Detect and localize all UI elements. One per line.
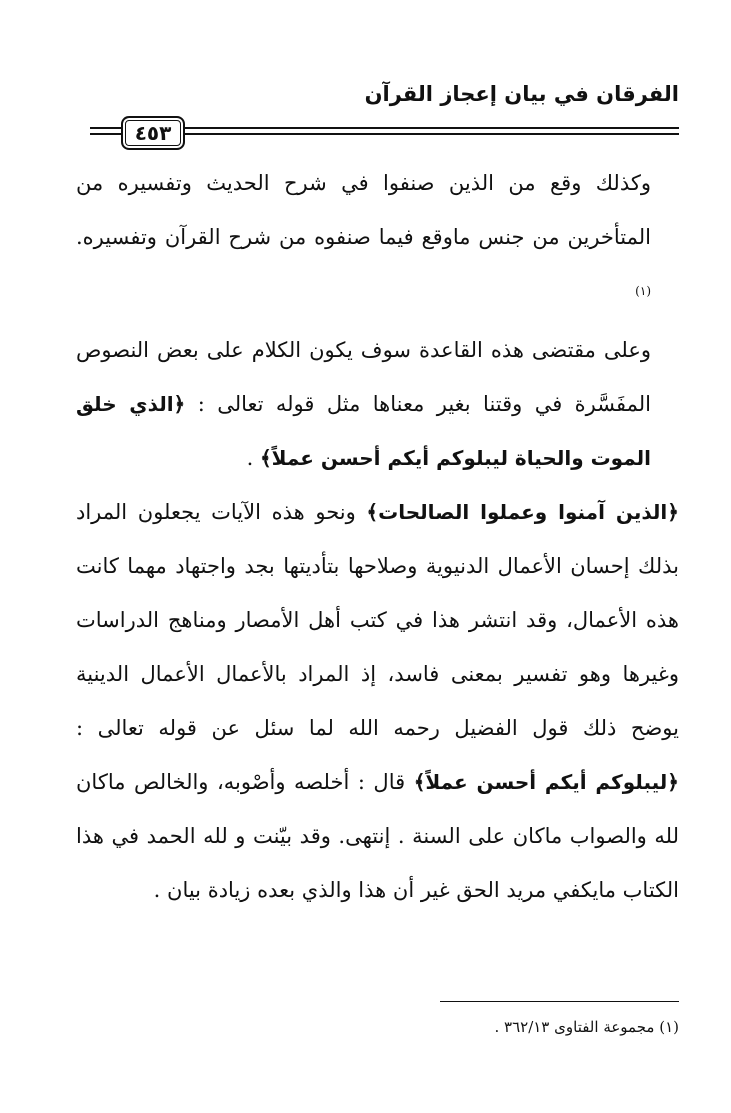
paragraph-2-end: . [246,446,254,470]
header-rule-left [90,127,123,129]
running-head-title: الفرقان في بيان إعجاز القرآن [364,82,679,106]
main-text [76,156,679,917]
quran-quote-3: ﴿ليبلوكم أيكم أحسن عملاً﴾ [413,770,679,794]
header-rule-left-lower [90,133,123,135]
quran-quote-1: ﴿الذي خلق الموت والحياة ليبلوكم أيكم أحسن عملاً﴾ [76,392,651,470]
footnote-marker: (١) [635,284,651,298]
paragraph-1-text: وكذلك وقع من الذين صنفوا في شرح الحديث وتفسيره من المتأخرين من جنس ماوقع فيما صنفوه من شرح القرآن وتفسيره. [76,171,651,249]
footnote-rule [440,1001,679,1002]
footnote: (١) مجموعة الفتاوى ٣٦٢/١٣ . [494,1018,679,1036]
header-rule-right-lower [183,133,679,135]
paragraph-2-text: وعلى مقتضى هذه القاعدة سوف يكون الكلام على بعض النصوص المفَسَّرة في وقتنا بغير معناها مثل قوله تعالى : [76,338,651,416]
paragraph-3-text-end: قال : أخلصه وأصْوبه، والخالص ماكان لله والصواب ماكان على السنة . إنتهى. وقد بيّنت و لله الحمد في هذا الكتاب مايكفي مريد الحق غير أن هذا والذي بعده زيادة بيان . [76,770,679,902]
paragraph-3 [76,485,679,917]
page-number-box [121,116,185,150]
paragraph-1 [76,156,679,323]
page-number: ٤٥٣ [134,121,172,145]
header-rule-right [183,127,679,129]
quran-quote-2: ﴿الذين آمنوا وعملوا الصالحات﴾ [366,500,679,524]
paragraph-3-text: ونحو هذه الآيات يجعلون المراد بذلك إحسان الأعمال الدنيوية وصلاحها بتأديتها بجد واجتهاد مهما كانت هذه الأعمال، وقد انتشر هذا في كتب أهل الأمصار ومناهج الدراسات وغيرها وهو تفسير بمعنى فاسد، إذ المراد بالأعمال الأعمال الدينية يوضح ذلك قول الفضيل رحمه الله لما سئل عن قوله تعالى : [76,500,679,740]
paragraph-2 [76,323,679,485]
